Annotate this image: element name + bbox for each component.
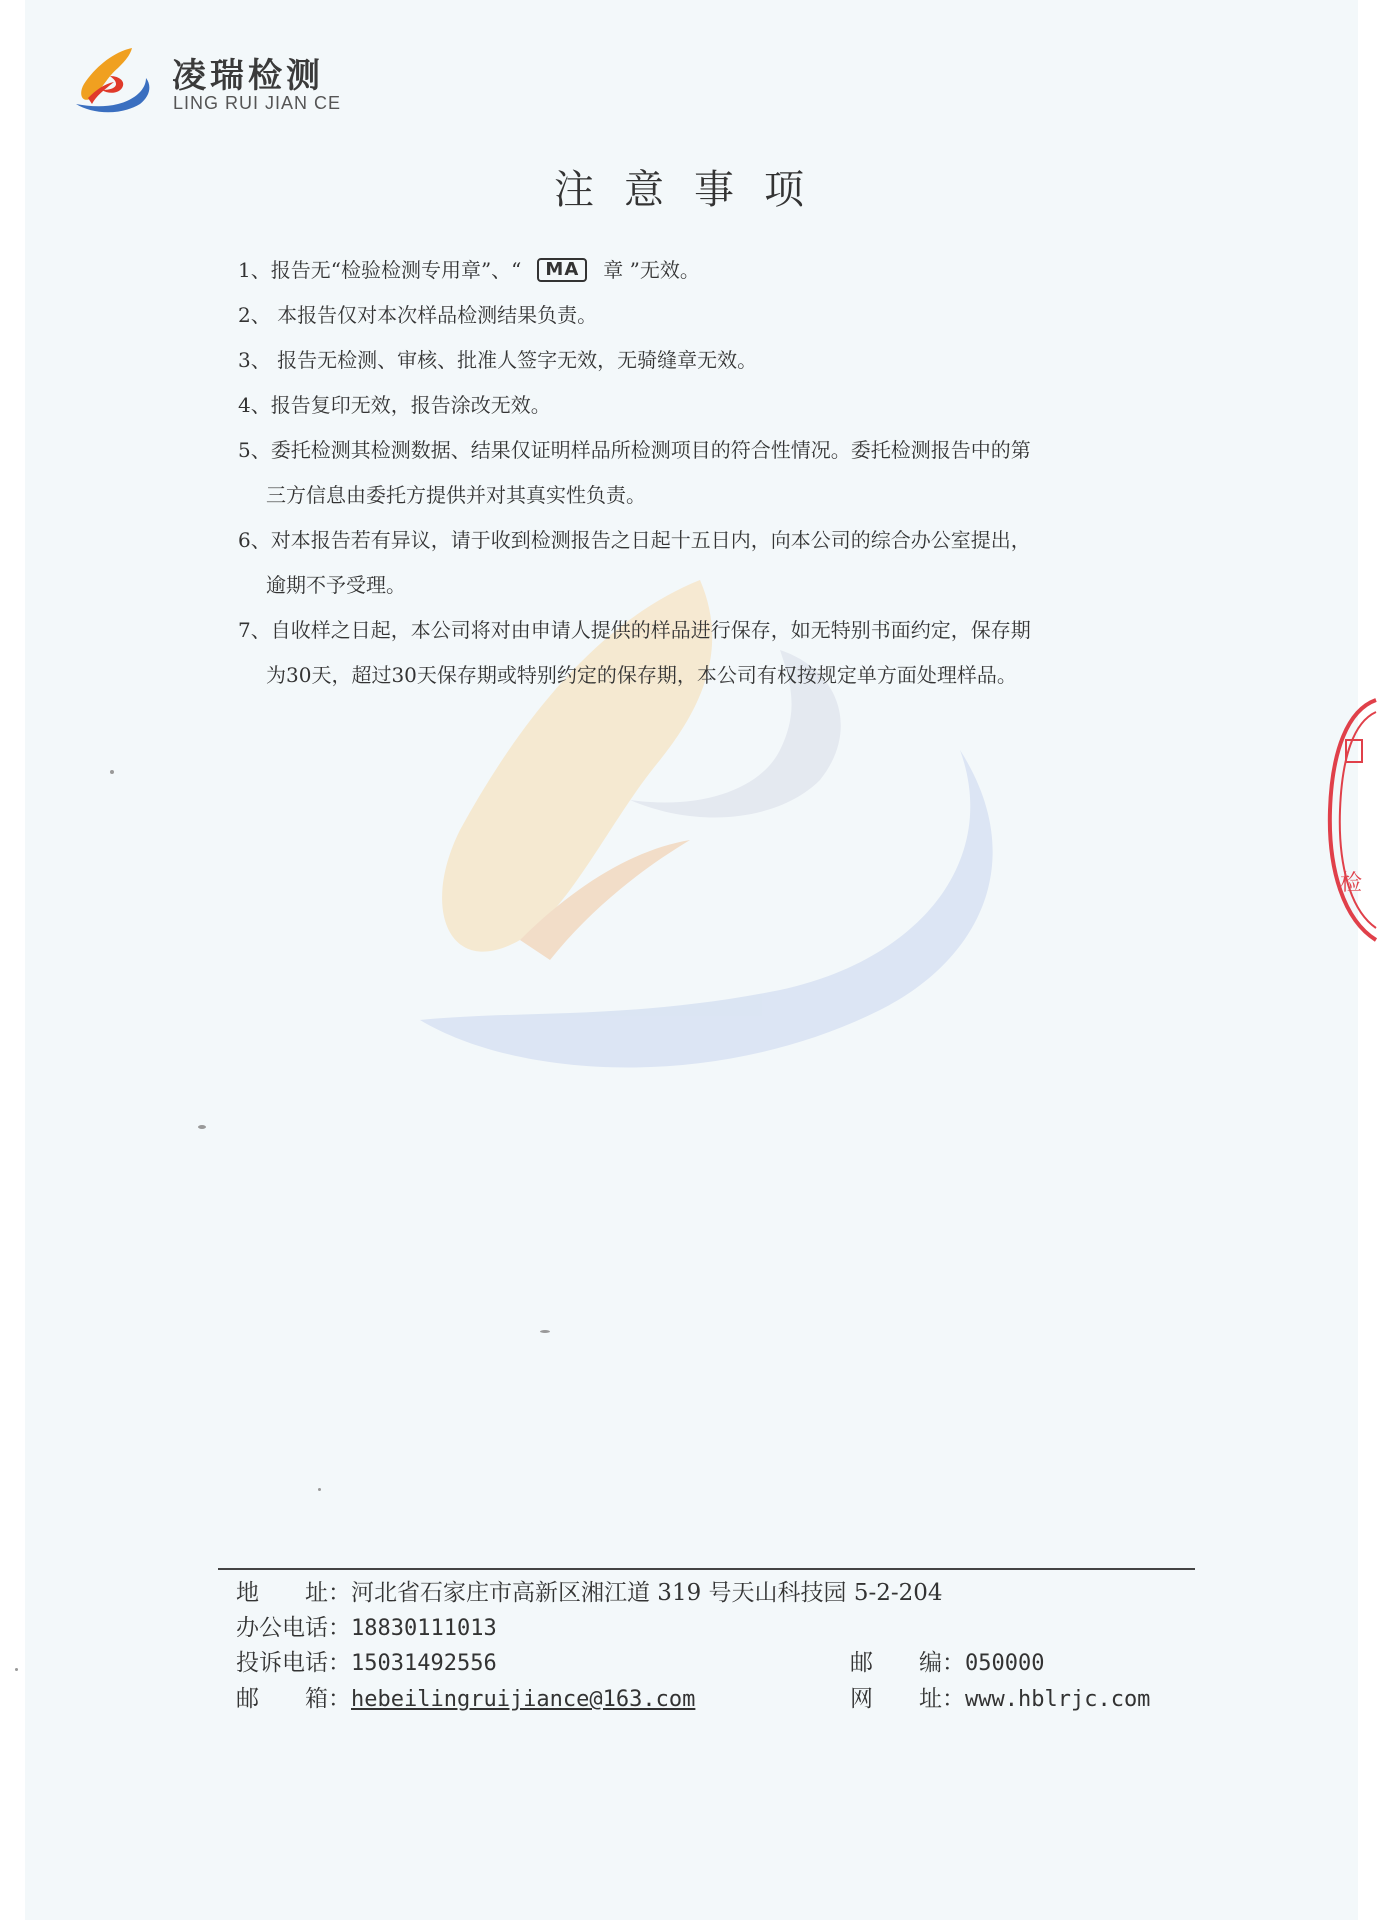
notes-list xyxy=(238,248,1198,698)
note-number: 4、 xyxy=(238,393,271,417)
address-value: 河北省石家庄市高新区湘江道 319 号天山科技园 5-2-204 xyxy=(351,1580,943,1606)
note-continuation: 逾期不予受理。 xyxy=(266,573,406,597)
company-logo-icon xyxy=(74,46,154,118)
address-row xyxy=(236,1574,943,1607)
note-text: 报告无检测、审核、批准人签字无效，无骑缝章无效。 xyxy=(277,348,758,372)
company-name-en: LING RUI JIAN CE xyxy=(173,93,342,113)
note-number: 1、 xyxy=(238,258,271,282)
note-number: 5、 xyxy=(238,438,271,462)
note-item xyxy=(238,428,1198,518)
note-item xyxy=(238,248,1198,293)
website-label: 网 址： xyxy=(850,1686,965,1712)
note-item xyxy=(238,293,1198,338)
scan-speck xyxy=(110,770,114,774)
office-phone-row xyxy=(236,1609,497,1642)
note-item xyxy=(238,383,1198,428)
website-link[interactable]: www.hblrjc.com xyxy=(965,1687,1151,1712)
note-item xyxy=(238,338,1198,383)
note-number: 6、 xyxy=(238,528,271,552)
note-number: 2、 xyxy=(238,303,271,327)
office-phone-value: 18830111013 xyxy=(351,1616,497,1641)
note-text: 章 ”无效。 xyxy=(603,258,700,282)
email-row xyxy=(236,1680,695,1713)
note-text: 报告无“检验检测专用章”、“ xyxy=(270,258,522,282)
scan-margin xyxy=(0,0,25,1920)
postcode-row xyxy=(850,1644,1044,1677)
office-phone-label: 办公电话： xyxy=(236,1615,351,1641)
website-row xyxy=(850,1680,1150,1713)
email-label: 邮 箱： xyxy=(236,1686,351,1712)
note-number: 3、 xyxy=(238,348,271,372)
postcode-label: 邮 编： xyxy=(850,1650,965,1676)
address-label: 地 址： xyxy=(236,1580,351,1606)
red-seal-stamp xyxy=(1318,690,1378,950)
note-number: 7、 xyxy=(238,618,271,642)
note-item xyxy=(238,608,1198,698)
company-name-cn: 凌瑞检测 xyxy=(172,56,324,96)
note-text: 委托检测其检测数据、结果仅证明样品所检测项目的符合性情况。委托检测报告中的第 xyxy=(270,438,1031,462)
scan-speck xyxy=(198,1125,206,1129)
complaint-phone-label: 投诉电话： xyxy=(236,1650,351,1676)
note-text: 对本报告若有异议，请于收到检测报告之日起十五日内，向本公司的综合办公室提出， xyxy=(270,528,1031,552)
scan-speck xyxy=(540,1330,550,1333)
note-text: 报告复印无效，报告涂改无效。 xyxy=(270,393,551,417)
note-text: 本报告仅对本次样品检测结果负责。 xyxy=(277,303,598,327)
scan-speck xyxy=(15,1668,18,1671)
note-text: 自收样之日起，本公司将对由申请人提供的样品进行保存，如无特别书面约定，保存期 xyxy=(270,618,1031,642)
seal-character: 检 xyxy=(1340,871,1363,896)
postcode-value: 050000 xyxy=(965,1651,1045,1676)
scan-speck xyxy=(318,1488,321,1491)
cma-mark-icon: MA xyxy=(537,258,587,282)
complaint-phone-value: 15031492556 xyxy=(351,1651,497,1676)
note-item xyxy=(238,518,1198,608)
note-continuation: 三方信息由委托方提供并对其真实性负责。 xyxy=(266,483,646,507)
note-continuation: 为30天，超过30天保存期或特别约定的保存期，本公司有权按规定单方面处理样品。 xyxy=(266,663,1017,687)
page-title: 注意事项 xyxy=(554,167,834,213)
email-link[interactable]: hebeilingruijiance@163.com xyxy=(351,1687,696,1712)
complaint-phone-row xyxy=(236,1644,497,1677)
footer-divider xyxy=(218,1568,1195,1570)
